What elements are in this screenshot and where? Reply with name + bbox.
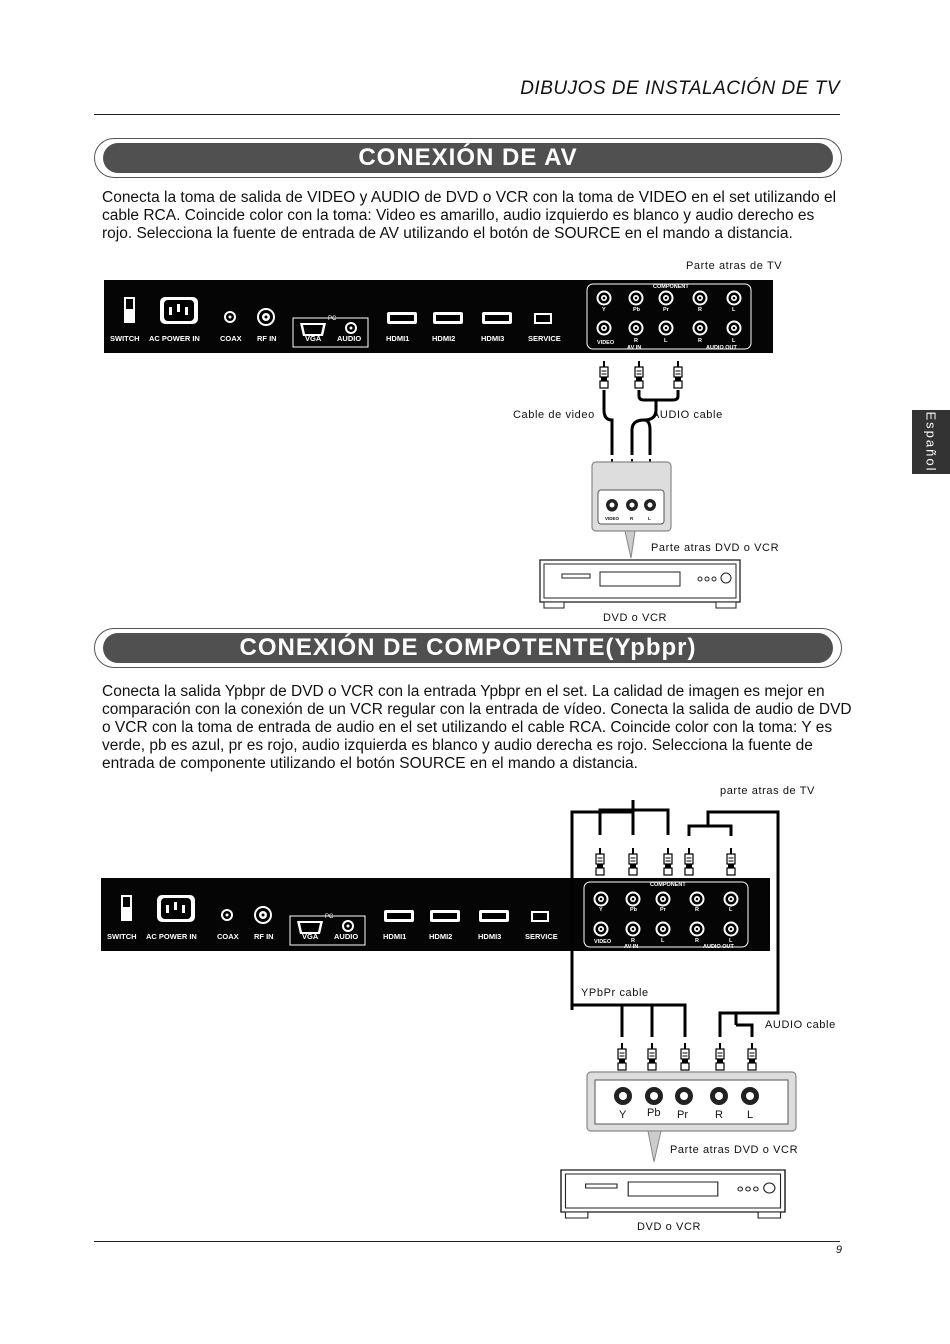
tv-back-panel-1 <box>104 280 773 353</box>
section1-title: CONEXIÓN DE AV <box>103 143 833 173</box>
tv1-label-hdmi3: HDMI3 <box>481 334 505 343</box>
pc-audio-port-icon <box>342 920 354 932</box>
tv2-label-hdmi1: HDMI1 <box>383 932 407 941</box>
tv2-label-hdmi2: HDMI2 <box>429 932 453 941</box>
dvd2-jack-pr: Pr <box>677 1109 688 1121</box>
rf-in-port-icon <box>257 308 275 326</box>
hdmi2-port-icon <box>430 910 460 922</box>
rf-in-port-icon <box>254 906 272 924</box>
dvd2-jack-pb: Pb <box>647 1107 661 1119</box>
section1-dvd-player-icon <box>540 560 740 608</box>
ac-power-socket-icon <box>157 895 195 922</box>
pc-audio-port-icon <box>345 322 357 334</box>
video-cable-label: Cable de video <box>513 409 595 421</box>
section1-dvd-back-panel <box>592 462 671 558</box>
section1-cables <box>604 390 678 455</box>
tv2-label-audio: AUDIO <box>334 932 359 941</box>
section1-tv-back-label: Parte atras de TV <box>686 260 783 272</box>
hdmi3-port-icon <box>482 312 512 324</box>
service-usb-port-icon <box>534 313 552 324</box>
language-side-tab-label: Español <box>923 411 939 473</box>
tv1-comp-pb: Pb <box>633 307 641 313</box>
tv2-label-switch: SWITCH <box>107 932 137 941</box>
tv2-label-service: SERVICE <box>525 932 558 941</box>
hdmi1-port-icon <box>384 910 414 922</box>
tv1-av-video: VIDEO <box>597 340 615 346</box>
section1-paragraph: Conecta la toma de salida de VIDEO y AUDIO de DVD o VCR con la toma de VIDEO en el set utilizando el cable RCA. Coincide color con la toma: Video es amarillo, audio izquierdo es blanco y audio derecho es rojo. Selecciona la fuente de entrada de AV utilizando el botón de SOURCE en el mando a distancia. <box>102 189 837 242</box>
tv1-comp-r: R <box>698 307 702 313</box>
tv1-av-l: L <box>664 338 668 344</box>
tv1-out-l: L <box>732 338 736 344</box>
tv2-label-ac-power: AC POWER IN <box>146 932 197 941</box>
tv2-label-vga: VGA <box>302 932 319 941</box>
tv2-label-coax: COAX <box>217 932 239 941</box>
tv2-av-l: L <box>661 938 665 944</box>
page-number: 9 <box>835 1244 842 1256</box>
ac-power-socket-icon <box>160 297 198 324</box>
tv1-label-ac-power: AC POWER IN <box>149 334 200 343</box>
tv1-label-hdmi1: HDMI1 <box>386 334 410 343</box>
tv1-label-coax: COAX <box>220 334 242 343</box>
ypbpr-cable-label: YPbPr cable <box>581 987 649 999</box>
section2-plugs-top <box>596 848 735 875</box>
dvd1-jack-r: R <box>630 516 634 521</box>
tv1-label-audio: AUDIO <box>337 334 362 343</box>
dvd1-jack-video: VIDEO <box>605 516 620 521</box>
section2-dvd-back-label: Parte atras DVD o VCR <box>670 1144 799 1156</box>
hdmi3-port-icon <box>479 910 509 922</box>
tv1-label-audio-out: AUDIO OUT <box>706 345 737 351</box>
dvd1-jack-l: L <box>648 516 651 521</box>
tv2-comp-r: R <box>695 907 699 913</box>
tv2-label-pc: PC <box>325 914 334 920</box>
tv1-out-r: R <box>698 338 702 344</box>
hdmi2-port-icon <box>433 312 463 324</box>
tv2-label-rf-in: RF IN <box>254 932 274 941</box>
section2-dvd-player-icon <box>561 1170 785 1218</box>
tv1-comp-l: L <box>732 307 736 313</box>
tv2-out-r: R <box>695 938 699 944</box>
section2-paragraph: Conecta la salida Ypbpr de DVD o VCR con la entrada Ypbpr en el set. La calidad de imagen es mejor en comparación con la conexión de un VCR regular con la entrada de vídeo. Conecta la salida de audio de DVD o VCR con la toma de entrada de audio en el set utilizando el cable RCA. Coincide color con la toma: Y es verde, pb es azul, pr es rojo, audio izquierda es blanco y audio derecha es rojo. Selecciona la fuente de entrada de componente utilizando el botón SOURCE en el mando a distancia. <box>102 683 852 772</box>
section2-tv-back-label: parte atras de TV <box>720 785 815 797</box>
tv2-comp-pb: Pb <box>630 907 638 913</box>
page-header-title: DIBUJOS DE INSTALACIÓN DE TV <box>520 78 840 99</box>
section2-audio-cable-label: AUDIO cable <box>765 1019 836 1031</box>
tv1-label-component: COMPONENT <box>653 284 689 290</box>
tv2-av-video: VIDEO <box>594 939 612 945</box>
tv2-comp-pr: Pr <box>660 907 666 913</box>
tv2-comp-l: L <box>729 907 733 913</box>
tv2-label-component: COMPONENT <box>650 882 686 888</box>
tv2-label-hdmi3: HDMI3 <box>478 932 502 941</box>
tv1-label-switch: SWITCH <box>110 334 140 343</box>
tv1-av-r: R <box>634 338 638 344</box>
service-usb-port-icon <box>531 911 549 922</box>
coax-port-icon <box>224 311 236 323</box>
tv2-out-l: L <box>729 938 733 944</box>
tv1-label-vga: VGA <box>305 334 322 343</box>
tv2-label-audio-out: AUDIO OUT <box>703 944 734 950</box>
section1-audio-cable-label: AUDIO cable <box>652 409 723 421</box>
tv1-label-av-in: AV IN <box>627 345 642 351</box>
tv-back-panel-2 <box>101 878 770 951</box>
coax-port-icon <box>221 909 233 921</box>
dvd2-jack-y: Y <box>619 1109 627 1121</box>
dvd2-jack-r: R <box>715 1109 723 1121</box>
tv1-label-rf-in: RF IN <box>257 334 277 343</box>
tv1-comp-pr: Pr <box>663 307 669 313</box>
section1-dvd-label: DVD o VCR <box>603 612 668 624</box>
tv2-label-av-in: AV IN <box>624 944 639 950</box>
hdmi1-port-icon <box>387 312 417 324</box>
power-switch-icon <box>124 297 135 323</box>
tv1-label-hdmi2: HDMI2 <box>432 334 456 343</box>
section2-dvd-back-panel <box>587 1072 799 1162</box>
section2-dvd-label: DVD o VCR <box>637 1221 702 1233</box>
section2-title: CONEXIÓN DE COMPOTENTE(Ypbpr) <box>103 633 833 663</box>
tv1-label-service: SERVICE <box>528 334 561 343</box>
section1-dvd-back-label: Parte atras DVD o VCR <box>651 542 780 554</box>
power-switch-icon <box>121 895 132 921</box>
section1-plugs-top <box>600 361 682 388</box>
tv1-comp-y: Y <box>602 307 606 313</box>
tv2-comp-y: Y <box>599 907 603 913</box>
tv2-av-r: R <box>631 938 635 944</box>
section2-plugs-bottom <box>618 1043 756 1070</box>
tv1-label-pc: PC <box>328 316 337 322</box>
dvd2-jack-l: L <box>747 1109 754 1121</box>
